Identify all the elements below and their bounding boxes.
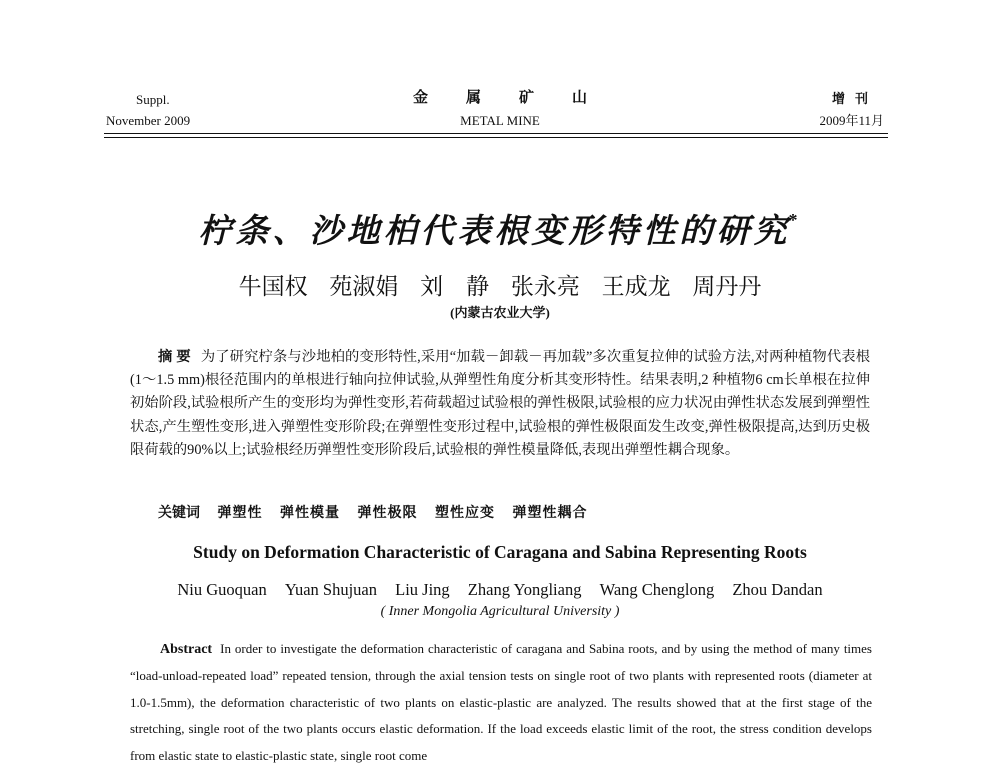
header-rule-thick	[104, 133, 888, 134]
paper-title-cn-text: 柠条、沙地柏代表根变形特性的研究	[198, 214, 791, 250]
abstract-en	[130, 636, 872, 769]
author-en: Yuan Shujuan	[284, 580, 377, 599]
keyword-cn: 塑性应变	[435, 506, 495, 521]
header-date-en: November 2009	[106, 113, 191, 128]
keyword-cn: 弹塑性	[217, 506, 263, 521]
author-cn: 周丹丹	[692, 274, 762, 299]
authors-en	[0, 580, 1000, 600]
paper-title-cn	[0, 205, 1000, 252]
keywords-cn-label: 关键词	[158, 506, 200, 521]
author-en: Liu Jing	[395, 580, 450, 599]
abstract-en-label: Abstract	[160, 642, 213, 657]
authors-cn	[0, 268, 1000, 301]
affiliation-en: ( Inner Mongolia Agricultural University )	[380, 604, 620, 619]
header-date-cn: 2009年11月	[819, 113, 884, 128]
author-cn: 刘 静	[420, 274, 490, 299]
header-supplement-cn: 增刊	[831, 91, 878, 106]
paper-title-en: Study on Deformation Characteristic of Caragana and Sabina Representing Roots	[193, 542, 807, 562]
affiliation-cn: (内蒙古农业大学)	[450, 305, 550, 320]
author-cn: 张永亮	[510, 274, 580, 299]
author-cn: 王成龙	[601, 274, 671, 299]
author-en: Niu Guoquan	[177, 580, 267, 599]
abstract-cn-label: 摘要	[158, 349, 195, 365]
author-en: Zhou Dandan	[732, 580, 823, 599]
abstract-cn-text: 为了研究柠条与沙地柏的变形特性,采用“加载－卸载－再加载”多次重复拉伸的试验方法,对两种植物代表根(1～1.5 mm)根径范围内的单根进行轴向拉伸试验,从弹塑性角度分析其变形特性。结果表明,2 种植物6 cm长单根在拉伸初始阶段,试验根所产生的变形均为弹性变形,若荷载超过试验根的弹性极限,试验根的应力状况由弹性状态发展到弹塑性状态,产生塑性变形,进入弹塑性变形阶段;在弹塑性变形过程中,试验根的弹性极限面发生改变,弹性极限提高,达到历史极限荷载的90%以上;试验根经历弹塑性变形阶段后,试验根的弹性模量降低,表现出弹塑性耦合现象。	[130, 349, 870, 458]
author-cn: 牛国权	[238, 274, 308, 299]
keyword-cn: 弹塑性耦合	[512, 506, 588, 521]
keywords-cn	[158, 502, 602, 522]
header-journal-en: METAL MINE	[460, 113, 540, 128]
header-rule-thin	[104, 137, 888, 138]
title-footnote-mark: *	[788, 210, 802, 230]
header-supplement: Suppl.	[136, 92, 170, 107]
abstract-cn	[130, 346, 870, 462]
abstract-en-text: In order to investigate the deformation characteristic of caragana and Sabina roots, and by using the method of many times “load-unload-repeated load” repeated tension, through the axial tension tests on single root of two plants with represented roots (diameter at 1.0-1.5mm), the deformation characteristic of two plants on elastic-plastic are analyzed. The results showed that at the first stage of the stretching, single root of the two plants occurs elastic deformation. If the load exceeds elastic limit of the root, the stress condition develops from elastic state to elastic-plastic state, single root come	[130, 641, 872, 763]
keyword-cn: 弹性模量	[280, 506, 340, 521]
header-journal-cn: 金属矿山	[412, 90, 625, 106]
author-cn: 苑淑娟	[329, 274, 399, 299]
author-en: Wang Chenglong	[599, 580, 715, 599]
author-en: Zhang Yongliang	[467, 580, 582, 599]
keyword-cn: 弹性极限	[357, 506, 418, 521]
